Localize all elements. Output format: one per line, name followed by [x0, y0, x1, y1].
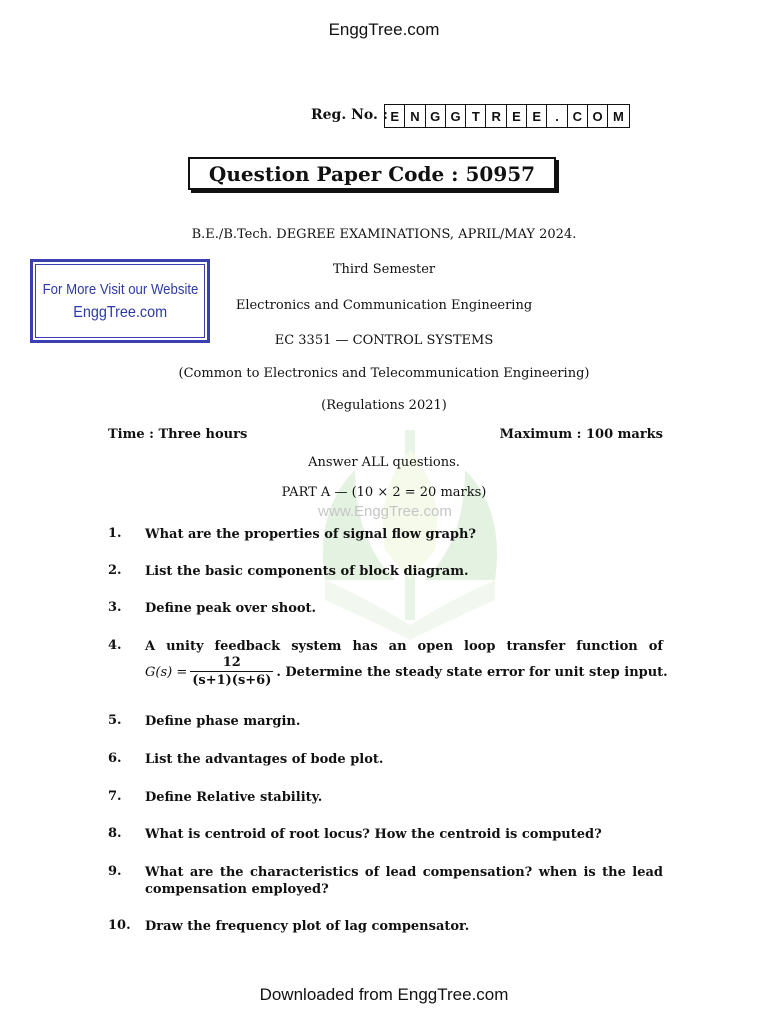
formula-denominator: (s+1)(s+6) — [192, 673, 272, 688]
question-number: 1. — [108, 526, 122, 541]
question-number: 3. — [108, 600, 122, 615]
exam-common: (Common to Electronics and Telecommunication Engineering) — [178, 366, 590, 381]
reg-box: E — [527, 105, 547, 127]
question-number: 6. — [108, 751, 122, 766]
reg-box: N — [405, 105, 425, 127]
exam-max-marks: Maximum : 100 marks — [499, 427, 663, 442]
exam-department: Electronics and Communication Engineering — [235, 298, 533, 313]
exam-instruction: Answer ALL questions. — [308, 455, 460, 470]
part-a-heading: PART A — (10 × 2 = 20 marks) — [281, 485, 487, 500]
question-text: Define phase margin. — [145, 714, 301, 729]
question-text: A unity feedback system has an open loop transfer function of — [145, 639, 663, 654]
reg-box: R — [486, 105, 506, 127]
reg-box: O — [588, 105, 608, 127]
promo-website-link[interactable]: EnggTree.com — [73, 303, 167, 321]
exam-degree: B.E./B.Tech. DEGREE EXAMINATIONS, APRIL/MAY 2024. — [191, 227, 577, 242]
reg-box: G — [446, 105, 466, 127]
question-text: What are the properties of signal flow graph? — [145, 527, 477, 542]
reg-no-label: Reg. No. : — [311, 107, 388, 123]
reg-box: C — [568, 105, 588, 127]
question-text: Define Relative stability. — [145, 790, 323, 805]
reg-box: . — [547, 105, 567, 127]
watermark-text: www.EnggTree.com — [318, 503, 452, 520]
reg-box: G — [426, 105, 446, 127]
question-number: 7. — [108, 789, 122, 804]
question-text: List the basic components of block diagram. — [145, 564, 469, 579]
question-paper-code: Question Paper Code : 50957 — [188, 157, 556, 190]
reg-box: M — [612, 108, 624, 124]
question-number: 2. — [108, 563, 122, 578]
exam-semester: Third Semester — [332, 262, 436, 277]
question-number: 10. — [108, 918, 131, 933]
question-text: Define peak over shoot. — [145, 601, 317, 616]
site-header: EnggTree.com — [328, 20, 440, 39]
question-number: 9. — [108, 864, 122, 879]
promo-line1: For More Visit our Website — [42, 280, 198, 298]
question-text: What is centroid of root locus? How the centroid is computed? — [145, 827, 602, 842]
question-number: 4. — [108, 638, 122, 653]
formula-fraction — [190, 655, 273, 689]
exam-time: Time : Three hours — [108, 427, 248, 442]
formula-numerator: 12 — [222, 655, 241, 670]
question-text: What are the characteristics of lead compensation? when is the lead — [145, 865, 663, 880]
question-text-continued: . Determine the steady state error for unit step input. — [276, 664, 668, 680]
exam-regulations: (Regulations 2021) — [321, 398, 447, 413]
question-number: 8. — [108, 826, 122, 841]
reg-no-boxes — [384, 104, 630, 128]
question-text: List the advantages of bode plot. — [145, 752, 384, 767]
site-footer: Downloaded from EnggTree.com — [259, 985, 509, 1004]
reg-box: E — [385, 105, 405, 127]
exam-course: EC 3351 — CONTROL SYSTEMS — [274, 333, 494, 348]
question-text-continued: compensation employed? — [145, 882, 329, 897]
question-number: 5. — [108, 713, 122, 728]
transfer-function — [145, 655, 668, 689]
reg-box: E — [507, 105, 527, 127]
formula-lhs: G(s) = — [145, 664, 188, 680]
reg-box: T — [466, 105, 486, 127]
question-text: Draw the frequency plot of lag compensator. — [145, 919, 470, 934]
